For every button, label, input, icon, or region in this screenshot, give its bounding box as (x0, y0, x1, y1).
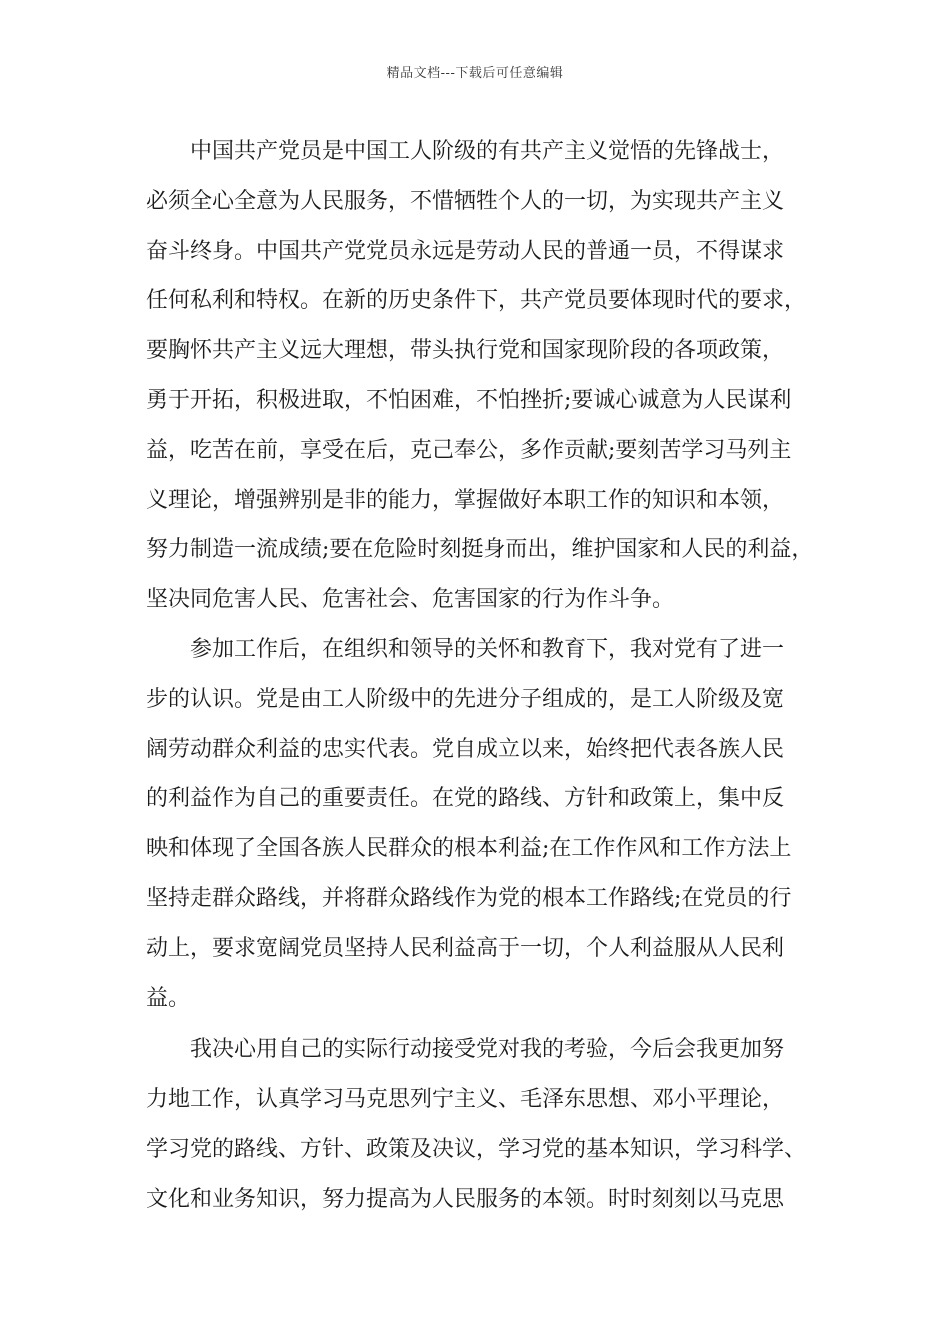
paragraph-line: 勇于开拓，积极进取，不怕困难，不怕挫折;要诚心诚意为人民谋利 (146, 387, 792, 413)
paragraph-line: 益，吃苦在前，享受在后，克己奉公，多作贡献;要刻苦学习马列主 (146, 437, 792, 463)
paragraph-line: 必须全心全意为人民服务，不惜牺牲个人的一切，为实现共产主义 (146, 188, 785, 214)
paragraph-line: 文化和业务知识，努力提高为人民服务的本领。时时刻刻以马克思 (146, 1186, 785, 1212)
paragraph-line: 动上，要求宽阔党员坚持人民利益高于一切，个人利益服从人民利 (146, 935, 785, 961)
paragraph-line: 参加工作后，在组织和领导的关怀和教育下，我对党有了进一 (190, 636, 785, 662)
paragraph-line: 学习党的路线、方针、政策及决议，学习党的基本知识，学习科学、 (146, 1136, 807, 1162)
paragraph-line: 任何私利和特权。在新的历史条件下，共产党员要体现时代的要求， (146, 288, 807, 314)
paragraph-2 (146, 625, 836, 1023)
paragraph-3 (146, 1025, 836, 1224)
paragraph-line: 映和体现了全国各族人民群众的根本利益;在工作作风和工作方法上 (146, 836, 792, 862)
paragraph-line: 要胸怀共产主义远大理想，带头执行党和国家现阶段的各项政策， (146, 338, 785, 364)
paragraph-1 (146, 127, 836, 625)
paragraph-line: 奋斗终身。中国共产党党员永远是劳动人民的普通一员，不得谋求 (146, 238, 785, 264)
page-header: 精品文档---下载后可任意编辑 (386, 66, 564, 81)
paragraph-line: 力地工作，认真学习马克思列宁主义、毛泽东思想、邓小平理论， (146, 1087, 785, 1113)
paragraph-line: 义理论，增强辨别是非的能力，掌握做好本职工作的知识和本领， (146, 487, 785, 513)
paragraph-line: 我决心用自己的实际行动接受党对我的考验，今后会我更加努 (190, 1037, 785, 1063)
paragraph-line: 阔劳动群众利益的忠实代表。党自成立以来，始终把代表各族人民 (146, 736, 785, 762)
paragraph-line: 益。 (146, 985, 191, 1011)
paragraph-line: 步的认识。党是由工人阶级中的先进分子组成的，是工人阶级及宽 (146, 686, 785, 712)
paragraph-line: 中国共产党员是中国工人阶级的有共产主义觉悟的先锋战士， (190, 139, 785, 164)
paragraph-line: 坚决同危害人民、危害社会、危害国家的行为作斗争。 (146, 587, 675, 613)
paragraph-line: 的利益作为自己的重要责任。在党的路线、方针和政策上，集中反 (146, 786, 785, 812)
paragraph-line: 坚持走群众路线，并将群众路线作为党的根本工作路线;在党员的行 (146, 885, 792, 911)
paragraph-line: 努力制造一流成绩;要在危险时刻挺身而出，维护国家和人民的利益， (146, 537, 814, 563)
document-body (146, 127, 836, 1225)
